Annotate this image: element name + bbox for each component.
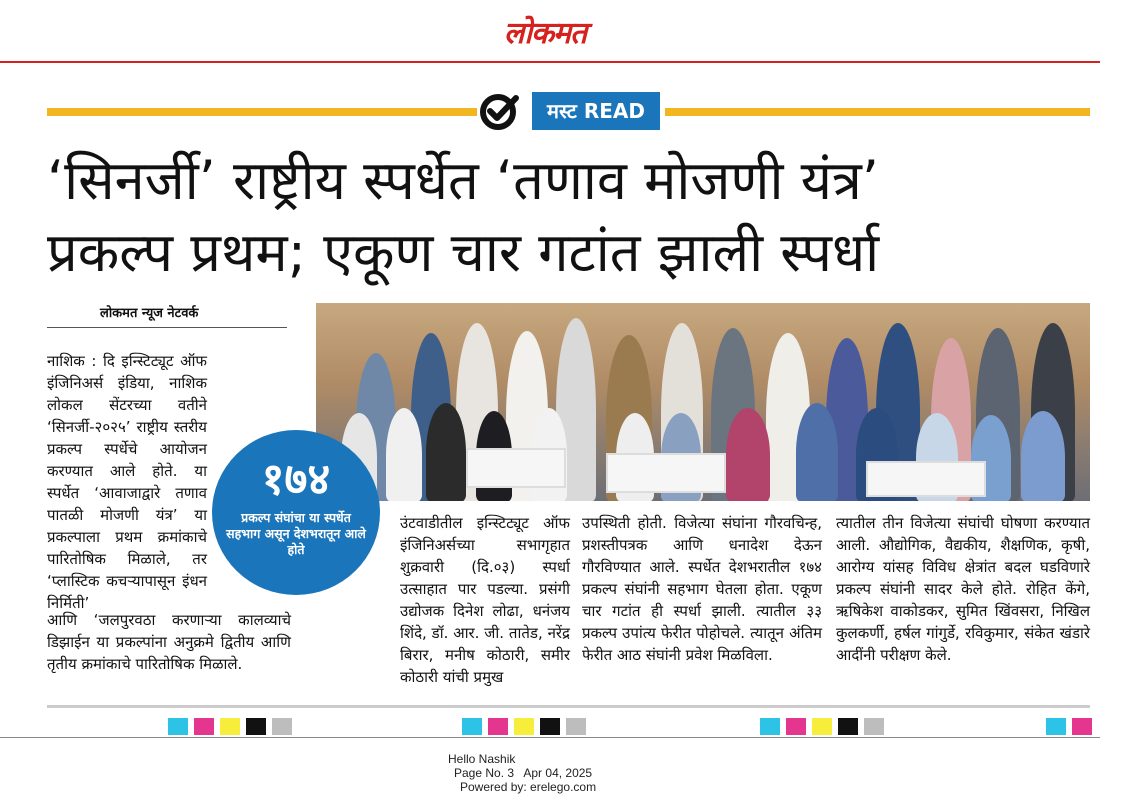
footer-powered: Powered by: erelego.com (460, 780, 597, 794)
color-swatches-center (462, 718, 586, 735)
headline-line-1: ‘सिनर्जी’ राष्ट्रीय स्पर्धेत ‘तणाव मोजणी यंत्र’ (47, 149, 879, 212)
article-column-4: त्यातील तीन विजेत्या संघांची घोषणा करण्यात आली. औद्योगिक, वैद्यकीय, शैक्षणिक, कृषी, आरोग्य यांसह विविध क्षेत्रांत बदल घडविणारे प्रकल्प संघांनी सादर केले होते. रोहित केंगे, ऋषिकेश वाकोडकर, सुमित खिंवसरा, निखिल कुलकर्णी, हर्षल गांगुर्डे, रविकुमार, संकेत खंडारे आदींनी परीक्षण केले. (836, 514, 1090, 664)
byline: लोकमत न्यूज नेटवर्क (100, 306, 199, 321)
stat-number: १७४ (261, 454, 331, 505)
must-read-badge: मस्ट READ (532, 92, 660, 130)
stat-text: प्रकल्प संघांचा या स्पर्धेत सहभाग असून देशभरातून आले होते (226, 510, 366, 557)
article-column-2: उंटवाडीतील इन्स्टिट्यूट ऑफ इंजिनिअर्सच्या सभागृहात शुक्रवारी (दि.०३) स्पर्धा उत्साहात पार पडल्या. प्रसंगी उद्योजक दिनेश लोढा, धनंजय शिंदे, डॉ. आर. जी. तातेड, नरेंद्र बिरार, मनीष कोठारी, समीर कोठारी यांची प्रमुख (400, 514, 570, 686)
group-photo (316, 303, 1090, 501)
color-swatches-edge (1046, 718, 1092, 735)
section-bar-right (665, 108, 1090, 116)
headline-line-2: प्रकल्प प्रथम; एकूण चार गटांत झाली स्पर्धा (47, 221, 880, 284)
footer-edition: Hello Nashik (448, 752, 516, 766)
masthead-rule (0, 61, 1100, 63)
section-bar-left (47, 108, 477, 116)
bottom-rule (47, 705, 1090, 708)
article-column-1: नाशिक : दि इन्स्टिट्यूट ऑफ इंजिनिअर्स इंडिया, नाशिक लोकल सेंटरच्या वतीने ‘सिनर्जी-२०२५’ राष्ट्रीय स्तरीय प्रकल्प स्पर्धेचे आयोजन करण्यात आले होते. या स्पर्धेत ‘आवाजाद्वारे तणाव पातळी मोजणी यंत्र’ या प्रकल्पाला प्रथम क्रमांकाचे पारितोषिक मिळाले, तर ‘प्लास्टिक कचऱ्यापासून इंधन निर्मिती’ (47, 352, 207, 612)
masthead-logo: लोकमत (503, 16, 587, 51)
article-column-3: उपस्थिती होती. विजेत्या संघांना गौरवचिन्ह, प्रशस्तीपत्रक आणि धनादेश देऊन गौरविण्यात आले. स्पर्धेत देशभरातील १७४ प्रकल्प संघांनी सहभाग घेतला होता. एकूण चार गटांत ही स्पर्धा झाली. त्यातील ३३ प्रकल्प उपांत्य फेरीत पोहोचले. त्यातून अंतिम फेरीत आठ संघांनी प्रवेश मिळविला. (582, 514, 822, 664)
byline-rule (47, 327, 287, 328)
footer-page-date: Page No. 3 Apr 04, 2025 (454, 766, 593, 780)
footer-rule (0, 737, 1100, 738)
article-column-1-end: आणि ‘जलपुरवठा करणाऱ्या कालव्याचे डिझाईन या प्रकल्पांना अनुक्रमे द्वितीय आणि तृतीय क्रमांकाचे पारितोषिक मिळाले. (47, 611, 291, 673)
page-footer (448, 752, 596, 794)
stat-callout (212, 430, 380, 595)
color-swatches-right (760, 718, 884, 735)
color-swatches-left (168, 718, 292, 735)
headline (47, 145, 1097, 289)
check-circle-icon (478, 92, 522, 132)
